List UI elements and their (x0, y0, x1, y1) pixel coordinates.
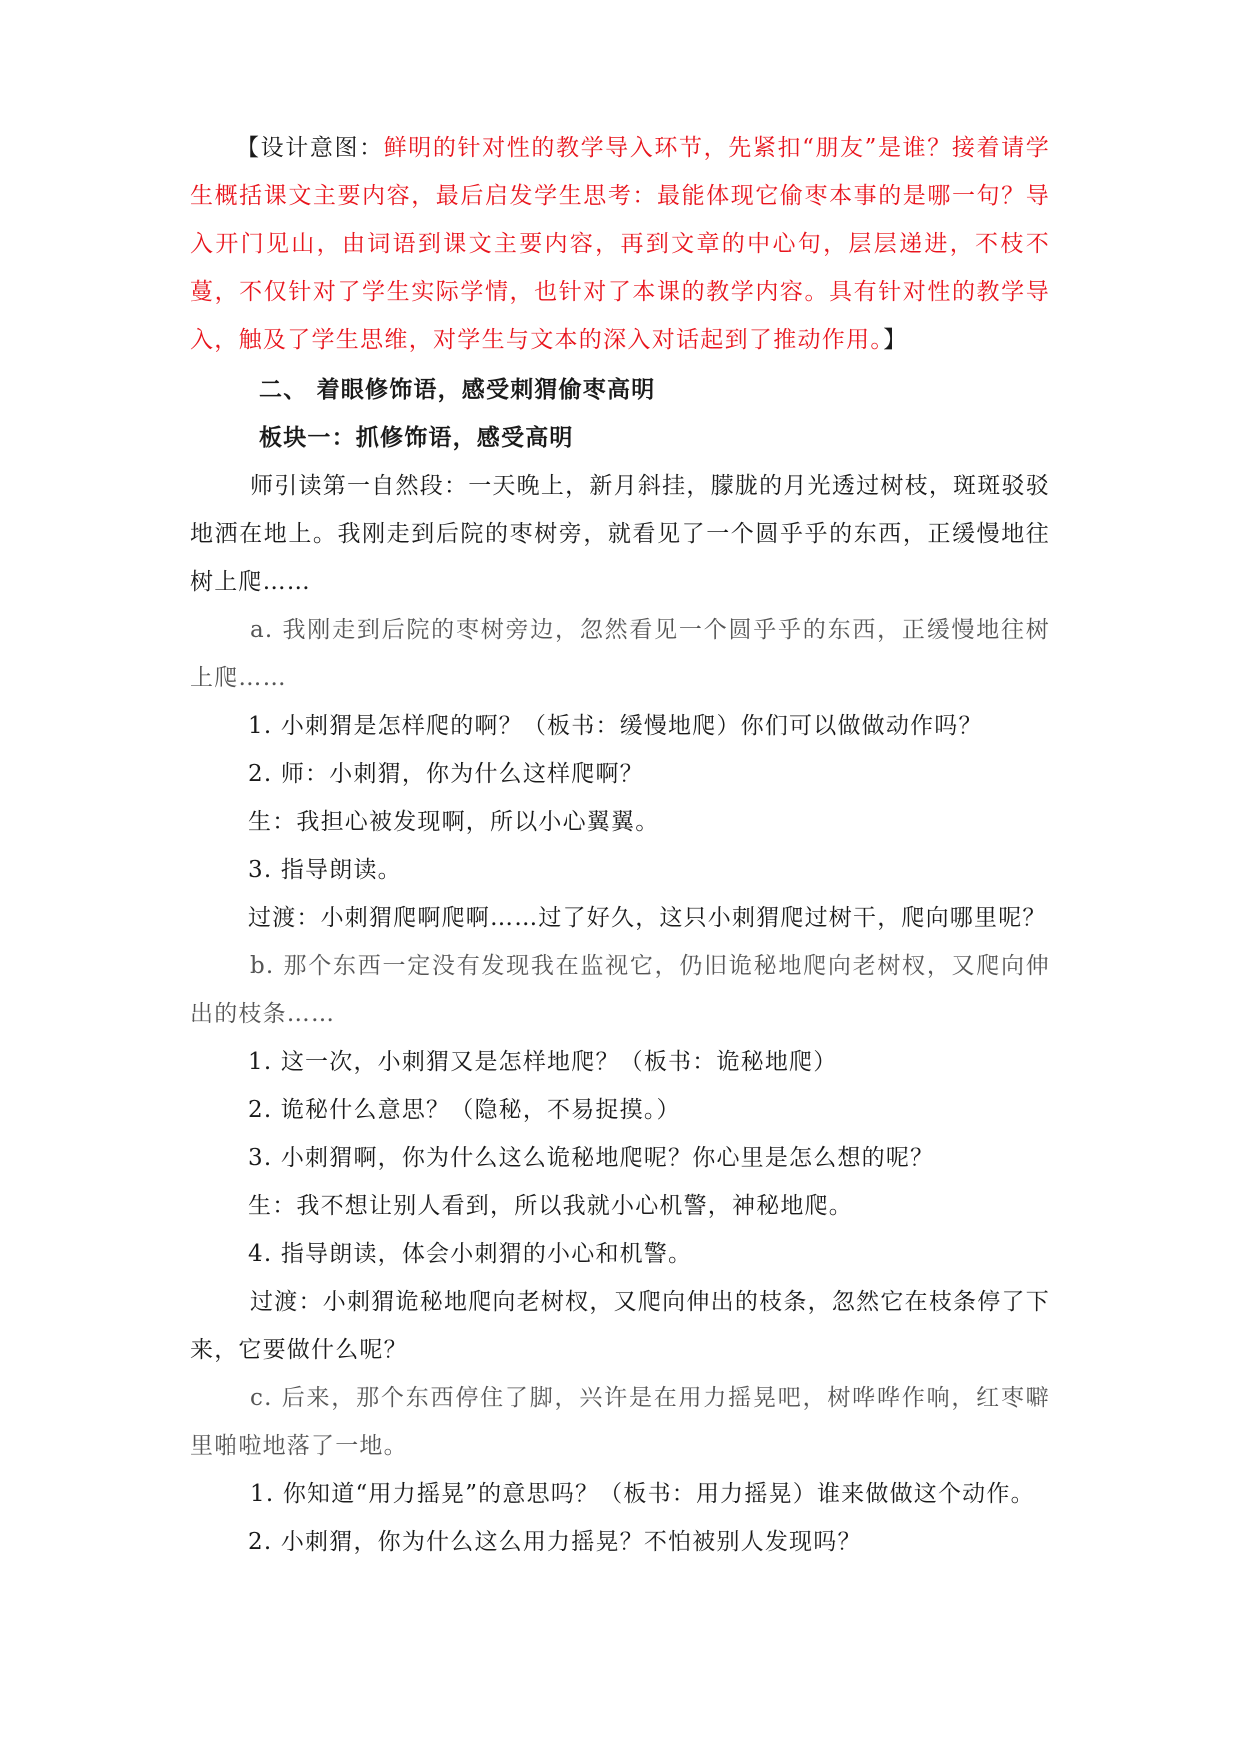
question-b2: 2. 诡秘什么意思？（隐秘，不易捉摸。） (248, 1097, 681, 1123)
question-b3: 3. 小刺猬啊，你为什么这么诡秘地爬呢？你心里是怎么想的呢？ (248, 1145, 935, 1171)
question-a1: 1. 小刺猬是怎样爬的啊？（板书：缓慢地爬）你们可以做做动作吗？ (248, 713, 983, 739)
question-a2: 2. 师：小刺猬，你为什么这样爬啊？ (248, 761, 644, 787)
open-bracket: 【 (236, 135, 261, 161)
question-c1: 1. 你知道“用力摇晃”的意思吗？（板书：用力摇晃）谁来做做这个动作。 (250, 1481, 1035, 1507)
block-heading: 板块一：抓修饰语，感受高明 (259, 425, 574, 451)
answer-a: 生：我担心被发现啊，所以小心翼翼。 (248, 809, 660, 835)
close-bracket: 】 (883, 327, 908, 353)
answer-b: 生：我不想让别人看到，所以我就小心机警，神秘地爬。 (248, 1193, 853, 1219)
transition-b: 过渡：小刺猬诡秘地爬向老树杈，又爬向伸出的枝条，忽然它在枝条停了下来，它要做什么呢？ (190, 1289, 1050, 1363)
intro-paragraph: 师引读第一自然段：一天晚上，新月斜挂，朦胧的月光透过树枝，斑斑驳驳地洒在地上。我刚走到后院的枣树旁，就看见了一个圆乎乎的东西，正缓慢地往树上爬…… (190, 473, 1050, 595)
question-c2: 2. 小刺猬，你为什么这么用力摇晃？不怕被别人发现吗？ (248, 1529, 862, 1555)
question-a3: 3. 指导朗读。 (248, 857, 402, 883)
transition-a: 过渡：小刺猬爬啊爬啊……过了好久，这只小刺猬爬过树干，爬向哪里呢？ (248, 905, 1047, 931)
question-b4: 4. 指导朗读，体会小刺猬的小心和机警。 (248, 1241, 693, 1267)
design-intent-label: 设计意图： (260, 135, 384, 161)
question-b1: 1. 这一次，小刺猬又是怎样地爬？（板书：诡秘地爬） (248, 1049, 838, 1075)
quote-a: a. 我刚走到后院的枣树旁边，忽然看见一个圆乎乎的东西，正缓慢地往树上爬…… (190, 617, 1050, 691)
quote-b: b. 那个东西一定没有发现我在监视它，仍旧诡秘地爬向老树杈，又爬向伸出的枝条…… (190, 953, 1050, 1027)
design-intent-text: 鲜明的针对性的教学导入环节，先紧扣“朋友”是谁？接着请学生概括课文主要内容，最后启发学生思考：最能体现它偷枣本事的是哪一句？导入开门见山，由词语到课文主要内容，再到文章的中心句，层层递进，不枝不蔓，不仅针对了学生实际学情，也针对了本课的教学内容。具有针对性的教学导入，触及了学生思维，对学生与文本的深入对话起到了推动作用。 (190, 135, 1051, 353)
document-page (190, 124, 1050, 1566)
design-intent-paragraph (190, 124, 1050, 364)
quote-c: c. 后来，那个东西停住了脚，兴许是在用力摇晃吧，树哗哗作响，红枣噼里啪啦地落了一地。 (190, 1385, 1050, 1459)
section-heading: 二、 着眼修饰语，感受刺猬偷枣高明 (259, 377, 656, 403)
